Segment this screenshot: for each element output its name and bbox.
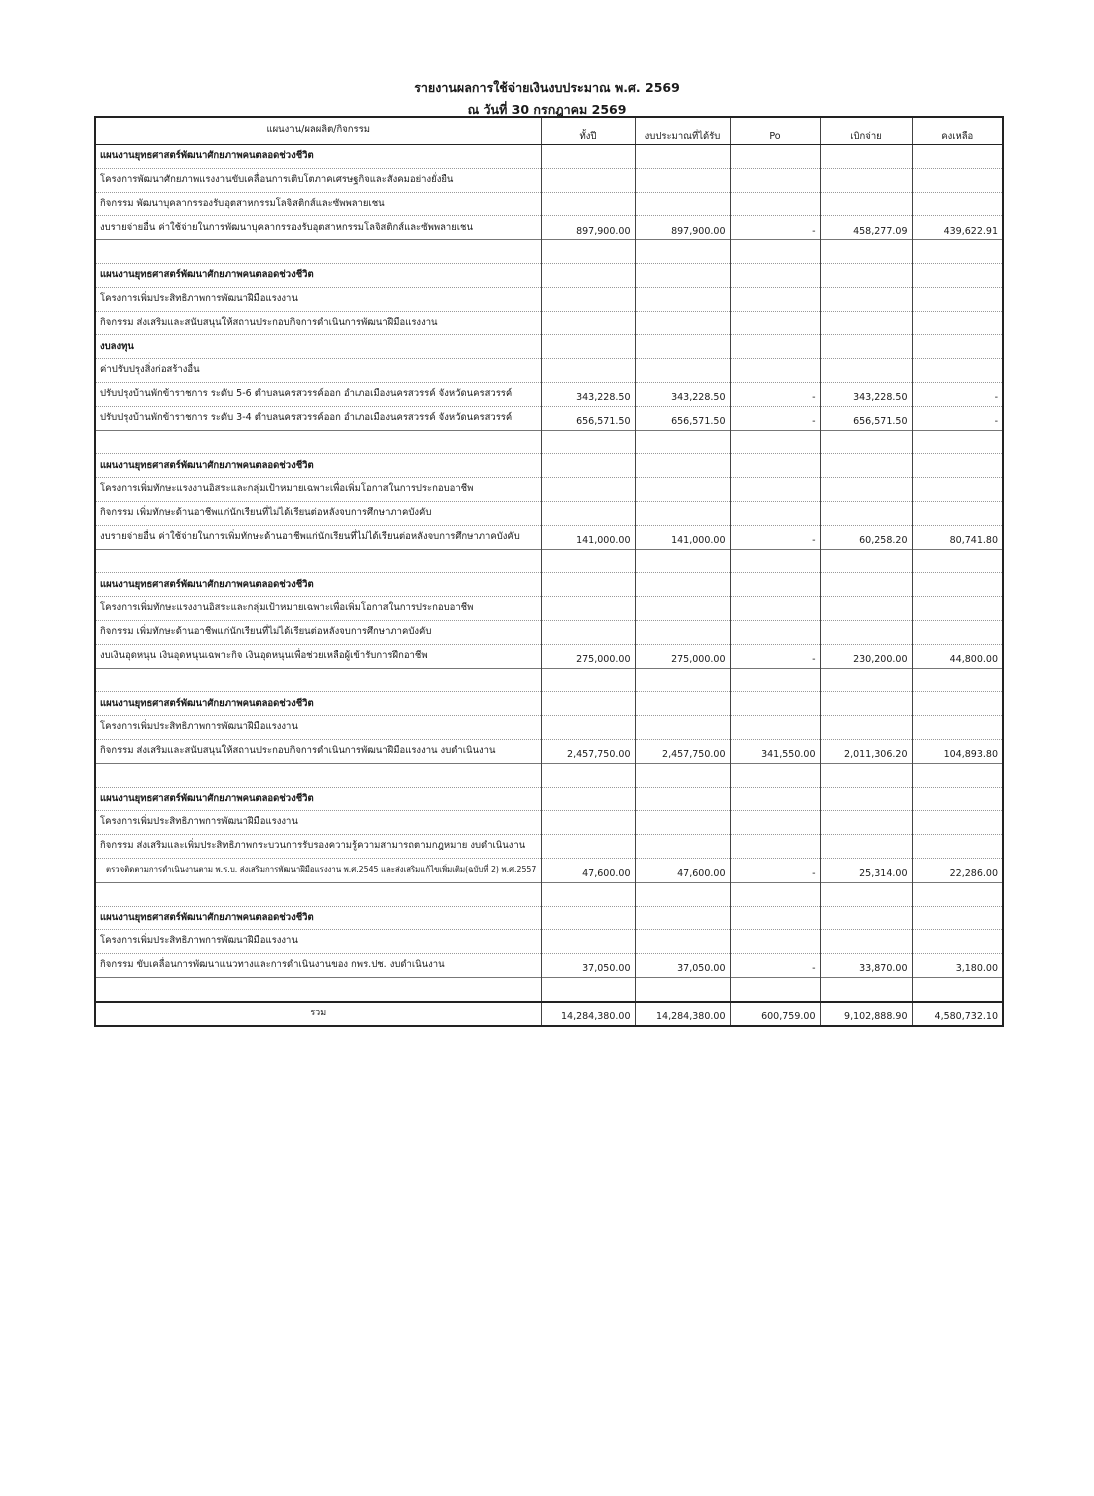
- cell-total: [541, 692, 635, 716]
- cell-received: [635, 501, 730, 525]
- cell-po: [730, 192, 820, 216]
- total-row: [95, 1002, 1003, 1026]
- table-row: [95, 406, 1003, 430]
- cell-disbursed: 2,011,306.20: [820, 739, 912, 763]
- cell-received: [635, 692, 730, 716]
- cell-remaining: -: [912, 406, 1003, 430]
- spacer-row: [95, 240, 1003, 264]
- cell-received: [635, 145, 730, 169]
- spacer-row: [95, 763, 1003, 787]
- header-po: Po: [730, 117, 820, 145]
- cell-remaining: [912, 930, 1003, 954]
- cell-total: 275,000.00: [541, 644, 635, 668]
- cell-received: [635, 430, 730, 454]
- cell-remaining: 3,180.00: [912, 954, 1003, 978]
- cell-total: 343,228.50: [541, 382, 635, 406]
- table-row: [95, 454, 1003, 478]
- cell-remaining: [912, 549, 1003, 573]
- cell-received: [635, 240, 730, 264]
- table-row: [95, 787, 1003, 811]
- table-row: [95, 573, 1003, 597]
- cell-po: -: [730, 216, 820, 240]
- cell-disbursed: [820, 240, 912, 264]
- row-label: กิจกรรม ขับเคลื่อนการพัฒนาแนวทางและการดำเนินงานของ กพร.ปช. งบดำเนินงาน: [95, 954, 541, 978]
- cell-disbursed: [820, 692, 912, 716]
- cell-remaining: 104,893.80: [912, 739, 1003, 763]
- cell-remaining: [912, 192, 1003, 216]
- cell-po: [730, 716, 820, 740]
- cell-total: 897,900.00: [541, 216, 635, 240]
- row-label: กิจกรรม ส่งเสริมและสนับสนุนให้สถานประกอบกิจการดำเนินการพัฒนาฝีมือแรงงาน งบดำเนินงาน: [95, 739, 541, 763]
- row-label: โครงการเพิ่มประสิทธิภาพการพัฒนาฝีมือแรงงาน: [95, 930, 541, 954]
- cell-total: [541, 787, 635, 811]
- table-row: [95, 954, 1003, 978]
- table-row: [95, 811, 1003, 835]
- cell-disbursed: [820, 501, 912, 525]
- cell-remaining: [912, 906, 1003, 930]
- cell-received: [635, 335, 730, 359]
- cell-total: [541, 287, 635, 311]
- cell-remaining: [912, 597, 1003, 621]
- cell-remaining: -: [912, 382, 1003, 406]
- cell-received: [635, 597, 730, 621]
- cell-remaining: [912, 478, 1003, 502]
- cell-po: [730, 977, 820, 1001]
- cell-total: [541, 335, 635, 359]
- cell-received: [635, 787, 730, 811]
- cell-remaining: [912, 311, 1003, 335]
- total-received-sum: 14,284,380.00: [635, 1002, 730, 1026]
- report-title: รายงานผลการใช้จ่ายเงินงบประมาณ พ.ศ. 2569: [414, 80, 680, 95]
- table-row: [95, 263, 1003, 287]
- table-row: [95, 525, 1003, 549]
- row-label: แผนงานยุทธศาสตร์พัฒนาศักยภาพคนตลอดช่วงชีวิต: [95, 787, 541, 811]
- table-row: [95, 216, 1003, 240]
- cell-po: [730, 145, 820, 169]
- cell-total: [541, 192, 635, 216]
- cell-received: 141,000.00: [635, 525, 730, 549]
- row-label: แผนงานยุทธศาสตร์พัฒนาศักยภาพคนตลอดช่วงชีวิต: [95, 906, 541, 930]
- cell-disbursed: [820, 430, 912, 454]
- cell-disbursed: [820, 668, 912, 692]
- cell-po: [730, 501, 820, 525]
- cell-disbursed: 656,571.50: [820, 406, 912, 430]
- cell-remaining: [912, 573, 1003, 597]
- table-row: [95, 311, 1003, 335]
- row-label: ปรับปรุงบ้านพักข้าราชการ ระดับ 5-6 ตำบลนครสวรรค์ออก อำเภอเมืองนครสวรรค์ จังหวัดนครสวรรค์: [95, 382, 541, 406]
- header-disbursed: เบิกจ่าย: [820, 117, 912, 145]
- cell-remaining: [912, 501, 1003, 525]
- cell-po: [730, 454, 820, 478]
- cell-disbursed: [820, 168, 912, 192]
- cell-received: [635, 977, 730, 1001]
- cell-po: [730, 597, 820, 621]
- cell-po: [730, 787, 820, 811]
- row-label: แผนงานยุทธศาสตร์พัฒนาศักยภาพคนตลอดช่วงชีวิต: [95, 573, 541, 597]
- row-label: [95, 430, 541, 454]
- row-label: โครงการเพิ่มประสิทธิภาพการพัฒนาฝีมือแรงงาน: [95, 811, 541, 835]
- cell-total: 2,457,750.00: [541, 739, 635, 763]
- cell-total: 37,050.00: [541, 954, 635, 978]
- cell-po: [730, 335, 820, 359]
- cell-total: [541, 549, 635, 573]
- cell-total: [541, 668, 635, 692]
- header-plan: แผนงาน/ผลผลิต/กิจกรรม: [95, 117, 541, 145]
- table-row: [95, 359, 1003, 383]
- spacer-row: [95, 668, 1003, 692]
- row-label: งบเงินอุดหนุน เงินอุดหนุนเฉพาะกิจ เงินอุดหนุนเพื่อช่วยเหลือผู้เข้ารับการฝึกอาชีพ: [95, 644, 541, 668]
- table-row: [95, 382, 1003, 406]
- cell-disbursed: [820, 145, 912, 169]
- cell-disbursed: [820, 763, 912, 787]
- cell-po: -: [730, 954, 820, 978]
- cell-received: 897,900.00: [635, 216, 730, 240]
- cell-remaining: [912, 763, 1003, 787]
- cell-received: [635, 930, 730, 954]
- table-row: [95, 644, 1003, 668]
- cell-disbursed: [820, 930, 912, 954]
- row-label: กิจกรรม เพิ่มทักษะด้านอาชีพแก่นักเรียนที่ไม่ได้เรียนต่อหลังจบการศึกษาภาคบังคับ: [95, 620, 541, 644]
- cell-disbursed: [820, 716, 912, 740]
- cell-disbursed: 60,258.20: [820, 525, 912, 549]
- row-label: [95, 977, 541, 1001]
- cell-po: -: [730, 644, 820, 668]
- cell-total: 47,600.00: [541, 858, 635, 882]
- cell-po: [730, 811, 820, 835]
- row-label: โครงการพัฒนาศักยภาพแรงงานขับเคลื่อนการเติบโตภาคเศรษฐกิจและสังคมอย่างยั่งยืน: [95, 168, 541, 192]
- budget-table: [94, 116, 1004, 1027]
- cell-disbursed: [820, 335, 912, 359]
- cell-po: [730, 430, 820, 454]
- cell-total: [541, 145, 635, 169]
- table-row: [95, 192, 1003, 216]
- cell-received: [635, 573, 730, 597]
- cell-po: [730, 287, 820, 311]
- row-label: [95, 882, 541, 906]
- cell-disbursed: 230,200.00: [820, 644, 912, 668]
- row-label: แผนงานยุทธศาสตร์พัฒนาศักยภาพคนตลอดช่วงชีวิต: [95, 454, 541, 478]
- cell-disbursed: [820, 811, 912, 835]
- cell-total: [541, 573, 635, 597]
- row-label: [95, 240, 541, 264]
- cell-po: [730, 692, 820, 716]
- cell-received: [635, 478, 730, 502]
- cell-disbursed: [820, 620, 912, 644]
- cell-po: -: [730, 382, 820, 406]
- report-date: ณ วันที่ 30 กรกฎาคม 2569: [467, 102, 627, 117]
- cell-remaining: [912, 287, 1003, 311]
- cell-received: [635, 454, 730, 478]
- cell-total: 656,571.50: [541, 406, 635, 430]
- table-row: [95, 620, 1003, 644]
- cell-disbursed: [820, 787, 912, 811]
- row-label: โครงการเพิ่มประสิทธิภาพการพัฒนาฝีมือแรงงาน: [95, 716, 541, 740]
- cell-disbursed: [820, 882, 912, 906]
- table-row: [95, 930, 1003, 954]
- cell-received: 37,050.00: [635, 954, 730, 978]
- cell-disbursed: 33,870.00: [820, 954, 912, 978]
- cell-received: [635, 287, 730, 311]
- cell-total: 141,000.00: [541, 525, 635, 549]
- cell-disbursed: [820, 287, 912, 311]
- cell-remaining: [912, 359, 1003, 383]
- cell-received: [635, 192, 730, 216]
- cell-disbursed: [820, 454, 912, 478]
- cell-received: [635, 311, 730, 335]
- cell-remaining: [912, 168, 1003, 192]
- cell-total: [541, 430, 635, 454]
- cell-total: [541, 763, 635, 787]
- table-row: [95, 716, 1003, 740]
- cell-total: [541, 716, 635, 740]
- cell-disbursed: 343,228.50: [820, 382, 912, 406]
- cell-disbursed: [820, 597, 912, 621]
- cell-received: [635, 716, 730, 740]
- cell-total: [541, 835, 635, 859]
- cell-received: 275,000.00: [635, 644, 730, 668]
- header-total-year: ทั้งปี: [541, 117, 635, 145]
- cell-po: [730, 263, 820, 287]
- cell-remaining: [912, 335, 1003, 359]
- cell-remaining: [912, 454, 1003, 478]
- row-label: แผนงานยุทธศาสตร์พัฒนาศักยภาพคนตลอดช่วงชีวิต: [95, 145, 541, 169]
- header-received: งบประมาณที่ได้รับ: [635, 117, 730, 145]
- table-row: [95, 478, 1003, 502]
- cell-remaining: [912, 787, 1003, 811]
- cell-po: [730, 168, 820, 192]
- cell-po: -: [730, 525, 820, 549]
- cell-received: [635, 168, 730, 192]
- row-label: งบรายจ่ายอื่น ค่าใช้จ่ายในการเพิ่มทักษะด้านอาชีพแก่นักเรียนที่ไม่ได้เรียนต่อหลังจบการศึกษาภาคบังคับ: [95, 525, 541, 549]
- cell-po: [730, 906, 820, 930]
- cell-disbursed: [820, 549, 912, 573]
- cell-total: [541, 620, 635, 644]
- cell-received: 343,228.50: [635, 382, 730, 406]
- cell-total: [541, 882, 635, 906]
- cell-disbursed: 458,277.09: [820, 216, 912, 240]
- cell-remaining: 44,800.00: [912, 644, 1003, 668]
- cell-remaining: [912, 716, 1003, 740]
- cell-remaining: 80,741.80: [912, 525, 1003, 549]
- cell-remaining: [912, 430, 1003, 454]
- row-label: กิจกรรม ส่งเสริมและเพิ่มประสิทธิภาพกระบวนการรับรองความรู้ความสามารถตามกฎหมาย งบดำเนินงาน: [95, 835, 541, 859]
- cell-po: [730, 359, 820, 383]
- cell-total: [541, 168, 635, 192]
- cell-total: [541, 811, 635, 835]
- row-label: โครงการเพิ่มทักษะแรงงานอิสระและกลุ่มเป้าหมายเฉพาะเพื่อเพิ่มโอกาสในการประกอบอาชีพ: [95, 478, 541, 502]
- total-remaining-sum: 4,580,732.10: [912, 1002, 1003, 1026]
- cell-po: 341,550.00: [730, 739, 820, 763]
- cell-total: [541, 311, 635, 335]
- cell-po: [730, 311, 820, 335]
- row-label: กิจกรรม พัฒนาบุคลากรรองรับอุตสาหกรรมโลจิสติกส์และซัพพลายเชน: [95, 192, 541, 216]
- cell-remaining: [912, 692, 1003, 716]
- row-label: โครงการเพิ่มประสิทธิภาพการพัฒนาฝีมือแรงงาน: [95, 287, 541, 311]
- cell-remaining: [912, 145, 1003, 169]
- cell-remaining: 439,622.91: [912, 216, 1003, 240]
- row-label: [95, 763, 541, 787]
- cell-remaining: 22,286.00: [912, 858, 1003, 882]
- cell-remaining: [912, 811, 1003, 835]
- cell-received: [635, 549, 730, 573]
- cell-remaining: [912, 668, 1003, 692]
- row-label: กิจกรรม ส่งเสริมและสนับสนุนให้สถานประกอบกิจการดำเนินการพัฒนาฝีมือแรงงาน: [95, 311, 541, 335]
- cell-disbursed: [820, 906, 912, 930]
- cell-remaining: [912, 977, 1003, 1001]
- cell-po: [730, 573, 820, 597]
- cell-received: [635, 906, 730, 930]
- table-row: [95, 835, 1003, 859]
- total-label: รวม: [95, 1002, 541, 1026]
- row-label: แผนงานยุทธศาสตร์พัฒนาศักยภาพคนตลอดช่วงชีวิต: [95, 692, 541, 716]
- cell-po: [730, 240, 820, 264]
- table-row: [95, 858, 1003, 882]
- cell-po: [730, 668, 820, 692]
- cell-po: [730, 478, 820, 502]
- cell-received: 656,571.50: [635, 406, 730, 430]
- cell-received: [635, 263, 730, 287]
- cell-total: [541, 454, 635, 478]
- cell-po: [730, 930, 820, 954]
- spacer-row: [95, 882, 1003, 906]
- row-label: งบลงทุน: [95, 335, 541, 359]
- row-label: กิจกรรม เพิ่มทักษะด้านอาชีพแก่นักเรียนที่ไม่ได้เรียนต่อหลังจบการศึกษาภาคบังคับ: [95, 501, 541, 525]
- cell-remaining: [912, 620, 1003, 644]
- table-row: [95, 287, 1003, 311]
- row-label: [95, 668, 541, 692]
- cell-received: [635, 811, 730, 835]
- cell-total: [541, 906, 635, 930]
- row-label: ค่าปรับปรุงสิ่งก่อสร้างอื่น: [95, 359, 541, 383]
- table-row: [95, 335, 1003, 359]
- cell-po: -: [730, 406, 820, 430]
- cell-po: [730, 763, 820, 787]
- cell-received: 2,457,750.00: [635, 739, 730, 763]
- total-po-sum: 600,759.00: [730, 1002, 820, 1026]
- cell-disbursed: [820, 359, 912, 383]
- cell-total: [541, 478, 635, 502]
- row-label: โครงการเพิ่มทักษะแรงงานอิสระและกลุ่มเป้าหมายเฉพาะเพื่อเพิ่มโอกาสในการประกอบอาชีพ: [95, 597, 541, 621]
- spacer-row: [95, 977, 1003, 1001]
- total-year-sum: 14,284,380.00: [541, 1002, 635, 1026]
- cell-received: [635, 620, 730, 644]
- table-header-row: [95, 117, 1003, 145]
- cell-disbursed: [820, 192, 912, 216]
- spacer-row: [95, 430, 1003, 454]
- table-row: [95, 692, 1003, 716]
- cell-disbursed: [820, 263, 912, 287]
- row-label: แผนงานยุทธศาสตร์พัฒนาศักยภาพคนตลอดช่วงชีวิต: [95, 263, 541, 287]
- cell-total: [541, 977, 635, 1001]
- cell-po: [730, 620, 820, 644]
- cell-total: [541, 240, 635, 264]
- table-row: [95, 145, 1003, 169]
- cell-disbursed: [820, 573, 912, 597]
- cell-po: -: [730, 858, 820, 882]
- total-disbursed-sum: 9,102,888.90: [820, 1002, 912, 1026]
- cell-total: [541, 501, 635, 525]
- cell-received: 47,600.00: [635, 858, 730, 882]
- table-row: [95, 168, 1003, 192]
- cell-remaining: [912, 240, 1003, 264]
- cell-remaining: [912, 835, 1003, 859]
- cell-disbursed: [820, 977, 912, 1001]
- cell-po: [730, 882, 820, 906]
- cell-disbursed: [820, 478, 912, 502]
- cell-remaining: [912, 882, 1003, 906]
- table-row: [95, 739, 1003, 763]
- cell-received: [635, 668, 730, 692]
- cell-received: [635, 763, 730, 787]
- row-label: ตรวจติดตามการดำเนินงานตาม พ.ร.บ. ส่งเสริมการพัฒนาฝีมือแรงงาน พ.ศ.2545 และส่งเสริมแก้ไขเพิ่มเติม(ฉบับที่ 2) พ.ศ.2557: [95, 858, 541, 882]
- cell-total: [541, 930, 635, 954]
- cell-disbursed: [820, 311, 912, 335]
- cell-po: [730, 835, 820, 859]
- cell-po: [730, 549, 820, 573]
- cell-total: [541, 597, 635, 621]
- cell-received: [635, 882, 730, 906]
- row-label: [95, 549, 541, 573]
- cell-remaining: [912, 263, 1003, 287]
- table-row: [95, 597, 1003, 621]
- cell-received: [635, 835, 730, 859]
- cell-received: [635, 359, 730, 383]
- cell-disbursed: [820, 835, 912, 859]
- row-label: งบรายจ่ายอื่น ค่าใช้จ่ายในการพัฒนาบุคลากรรองรับอุตสาหกรรมโลจิสติกส์และซัพพลายเชน: [95, 216, 541, 240]
- cell-disbursed: 25,314.00: [820, 858, 912, 882]
- spacer-row: [95, 549, 1003, 573]
- cell-total: [541, 263, 635, 287]
- row-label: ปรับปรุงบ้านพักข้าราชการ ระดับ 3-4 ตำบลนครสวรรค์ออก อำเภอเมืองนครสวรรค์ จังหวัดนครสวรรค์: [95, 406, 541, 430]
- table-row: [95, 501, 1003, 525]
- table-row: [95, 906, 1003, 930]
- header-remaining: คงเหลือ: [912, 117, 1003, 145]
- cell-total: [541, 359, 635, 383]
